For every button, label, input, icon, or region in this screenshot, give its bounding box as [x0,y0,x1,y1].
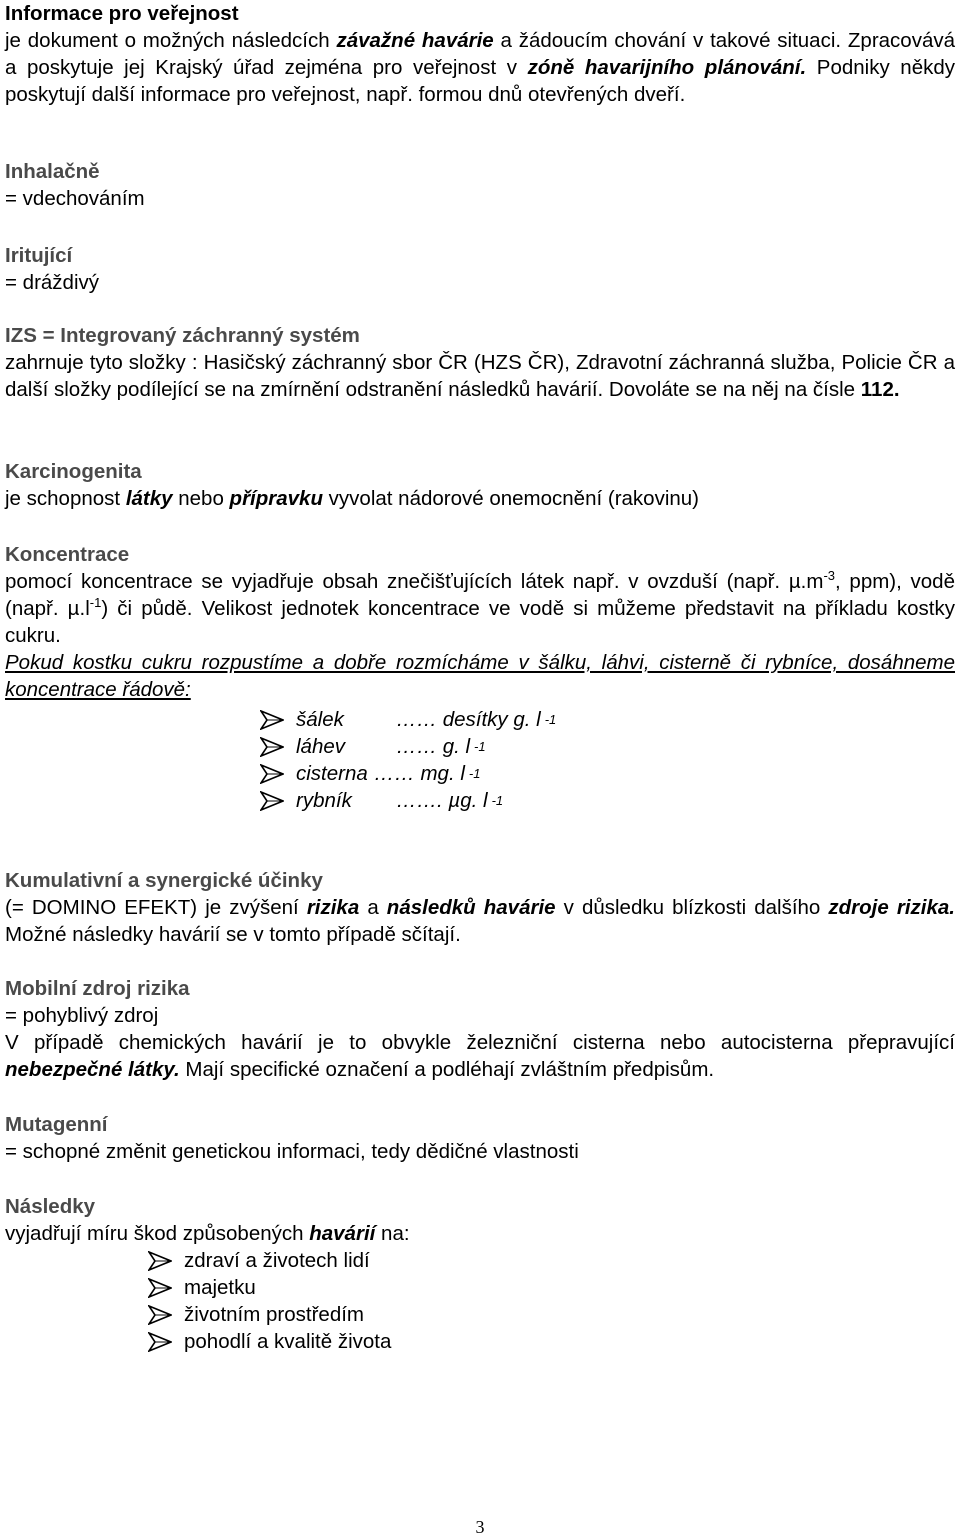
heading-koncentrace: Koncentrace [5,543,130,566]
list-item-label: pohodlí a kvalitě života [184,1330,392,1353]
list-item [148,1328,391,1355]
emergency-number: 112. [860,378,900,401]
emphasis-zdroje-rizika: zdroje rizika. [828,896,955,919]
paragraph-kumulativni [5,894,955,948]
list-item: láhev …… g. l -1 [260,733,556,760]
emphasis-rizika: rizika [306,896,360,919]
text: a žádoucím chování v takové situaci. [493,29,842,52]
text: V případě chemických havárií je to obvykle železniční cisterna nebo autocisterna přepravující [5,1031,955,1054]
item-value: …… mg. l [373,762,465,785]
list-item [148,1247,391,1274]
item-name: rybník [296,789,352,812]
consequences-list [148,1247,391,1355]
emphasis-planovani: plánování. [704,56,807,79]
item-name: cisterna [296,762,368,785]
arrow-bullet-icon [260,791,284,811]
section-kumulativni [5,867,955,948]
text: v důsledku blízkosti dalšího [555,896,829,919]
section-mobilni [5,975,955,1083]
text: Mají specifické označení a podléhají zvláštním předpisům. [179,1058,715,1081]
heading-izs: IZS = Integrovaný záchranný systém [5,324,360,347]
heading-karcinogenita: Karcinogenita [5,460,142,483]
heading-nasledky: Následky [5,1195,96,1218]
paragraph-mobilni [5,1029,955,1083]
heading-inhalacne: Inhalačně [5,160,100,183]
text: vyvolat nádorové onemocnění (rakovinu) [322,487,700,510]
arrow-bullet-icon [148,1305,172,1325]
item-name: láhev [296,735,346,758]
superscript: -3 [823,568,835,584]
emphasis-pripravku: přípravku [229,487,323,510]
arrow-bullet-icon [148,1278,172,1298]
section-inhalacne [5,158,955,212]
page-number: 3 [475,1517,485,1537]
paragraph-informace [5,27,955,108]
item-name: šálek [296,708,344,731]
list-item: šálek …… desítky g. l -1 [260,706,556,733]
paragraph-koncentrace [5,568,955,649]
text: nebo [172,487,230,510]
emphasis-nebezpecne-latky: nebezpečné látky. [5,1058,180,1081]
text: zahrnuje tyto složky : Hasičský záchranný sbor ČR (HZS ČR), Zdravotní záchranná služba, Policie ČR a další složky podílející se na zmírnění odstranění následků havárií. Dovoláte se na něj na čísle [5,351,955,401]
list-item: rybník ……. µg. l -1 [260,787,556,814]
list-item [148,1274,391,1301]
section-informace [5,0,955,108]
arrow-bullet-icon [260,737,284,757]
text: otevřených dveří. [528,83,686,106]
arrow-bullet-icon [148,1332,172,1352]
paragraph-karcinogenita [5,485,955,512]
text: pomocí koncentrace se vyjadřuje obsah znečišťujících látek např. v ovzduší (např. µ.m [5,570,824,593]
section-mutagenni [5,1111,955,1165]
text: (= DOMINO EFEKT) je zvýšení [5,896,307,919]
item-value: …… g. l [396,735,471,758]
text: vyjadřují míru škod způsobených [5,1222,310,1245]
text: Možné následky havárií se v tomto případě sčítají. [5,923,461,946]
section-izs [5,322,955,403]
section-nasledky [5,1193,955,1247]
concentration-list [260,706,556,814]
list-item-label: životním prostředím [184,1303,364,1326]
text: , ppm), vodě (např. µ.l [5,570,955,620]
heading-iritujici: Iritující [5,244,73,267]
arrow-bullet-icon [260,764,284,784]
heading-mutagenni: Mutagenní [5,1113,108,1136]
paragraph-izs [5,349,955,403]
text: Podniky někdy poskytují další informace pro veřejnost, např. formou dnů [5,56,955,106]
definition-iritujici: = dráždivý [5,271,100,294]
definition-mobilni: = pohyblivý zdroj [5,1004,159,1027]
arrow-bullet-icon [148,1251,172,1271]
definition-mutagenni: = schopné změnit genetickou informaci, tedy dědičné vlastnosti [5,1140,579,1163]
arrow-bullet-icon [260,710,284,730]
item-value: ……. µg. l [396,789,488,812]
paragraph-nasledky [5,1220,955,1247]
heading-kumulativni: Kumulativní a synergické účinky [5,869,323,892]
emphasis-havarii: havárií [309,1222,376,1245]
emphasis-nasledku-havarie: následků havárie [386,896,556,919]
paragraph-koncentrace-example: Pokud kostku cukru rozpustíme a dobře rozmícháme v šálku, láhvi, cisterně či rybníce, dosáhneme koncentrace řádově: [5,651,955,701]
list-item-label: zdraví a životech lidí [184,1249,370,1272]
definition-inhalacne: = vdechováním [5,187,145,210]
list-item: cisterna …… mg. l -1 [260,760,556,787]
section-koncentrace [5,541,955,703]
section-iritujici [5,242,955,296]
list-item [148,1301,391,1328]
emphasis-zone: zóně havarijního [527,56,695,79]
text: je schopnost [5,487,126,510]
item-value: …… desítky g. l [396,708,541,731]
emphasis-latky: látky [125,487,173,510]
text: a [359,896,387,919]
section-karcinogenita [5,458,955,512]
list-item-label: majetku [184,1276,256,1299]
heading-informace: Informace pro veřejnost [5,2,239,25]
text: ) či půdě. Velikost jednotek koncentrace ve vodě si můžeme představit na příkladu kostky cukru. [5,597,956,647]
text: Zpracovává a poskytuje jej Krajský úřad zejména pro veřejnost v [5,29,955,79]
emphasis-zavazne-havarie: závažné havárie [336,29,494,52]
text: je dokument o možných následcích [5,29,337,52]
superscript: -1 [89,595,102,611]
heading-mobilni: Mobilní zdroj rizika [5,977,190,1000]
text: na: [375,1222,410,1245]
